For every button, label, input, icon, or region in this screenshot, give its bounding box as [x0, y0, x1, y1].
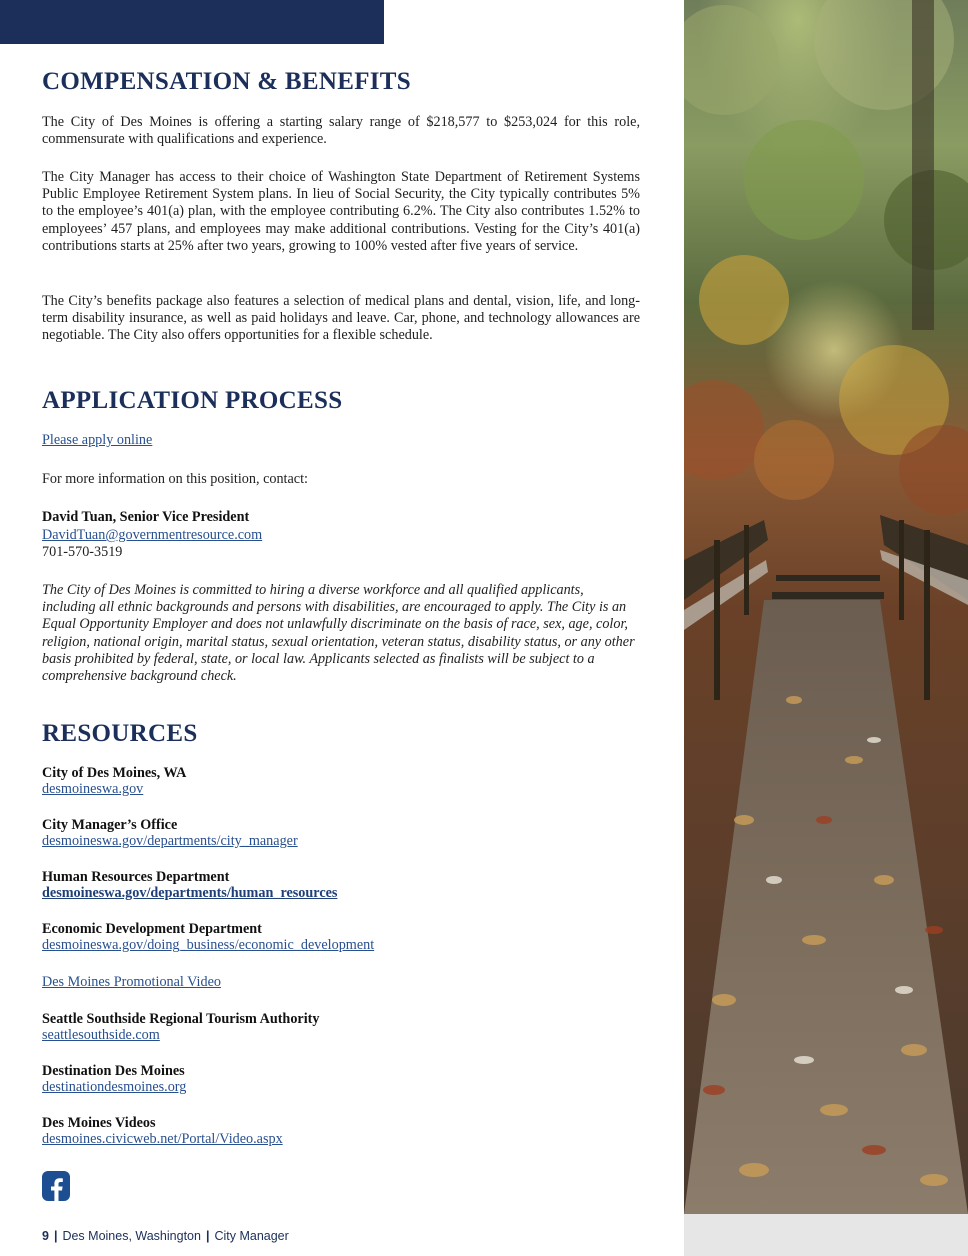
resource-title: Seattle Southside Regional Tourism Authority — [42, 1011, 320, 1027]
compensation-paragraph-benefits: The City’s benefits package also features a selection of medical plans and dental, vision, life, and long-term disability insurance, as well as paid holidays and leave. Car, phone, and technology allowances are negotiable. The City also offers opportunities for a flexible schedule. — [42, 293, 640, 344]
compensation-paragraph-retirement: The City Manager has access to their choice of Washington State Department of Retirement Systems Public Employee Retirement System plans. In lieu of Social Security, the City typically contributes 5% to the employee’s 401(a) plan, with the employee contributing 6.2%. The City also contributes 1.52% to employees’ 457 plans, and employees may make additional contributions. Vesting for the City’s 401(a) contributions starts at 25% after two years, growing to 100% vested after five years of service. — [42, 169, 640, 254]
resource-link[interactable]: seattlesouthside.com — [42, 1027, 160, 1043]
resource-title: Destination Des Moines — [42, 1063, 185, 1079]
resource-title: Human Resources Department — [42, 869, 230, 885]
footer-separator: | — [205, 1229, 210, 1243]
footer-location: Des Moines, Washington — [62, 1229, 201, 1243]
application-heading: APPLICATION PROCESS — [42, 387, 343, 414]
resource-link[interactable]: destinationdesmoines.org — [42, 1079, 187, 1095]
page-number: 9 — [42, 1229, 49, 1243]
resource-link[interactable]: desmoineswa.gov/departments/city_manager — [42, 833, 298, 849]
contact-phone: 701-570-3519 — [42, 544, 123, 560]
contact-name: David Tuan, Senior Vice President — [42, 509, 250, 525]
resource-link[interactable]: desmoineswa.gov — [42, 781, 144, 797]
resource-title: City Manager’s Office — [42, 817, 178, 833]
compensation-heading: COMPENSATION & BENEFITS — [42, 68, 411, 95]
resource-title: City of Des Moines, WA — [42, 765, 187, 781]
contact-intro: For more information on this position, contact: — [42, 471, 308, 487]
footer-title: City Manager — [214, 1229, 289, 1243]
photo-bottom-strip — [684, 1214, 968, 1256]
facebook-icon[interactable] — [42, 1171, 70, 1201]
forest-boardwalk-photo — [684, 0, 968, 1214]
promotional-video-link[interactable]: Des Moines Promotional Video — [42, 974, 221, 990]
resource-link[interactable]: desmoineswa.gov/doing_business/economic_development — [42, 937, 375, 953]
page-footer — [42, 1229, 289, 1243]
eeo-statement: The City of Des Moines is committed to hiring a diverse workforce and all qualified applicants, including all ethnic backgrounds and persons with disabilities, are encouraged to apply. The City is an Equal Opportunity Employer and does not unlawfully discriminate on the basis of race, sex, age, color, religion, national origin, marital status, sexual orientation, veteran status, disability status, or any other basis prohibited by federal, state, or local law. Applicants selected as finalists will be subject to a comprehensive background check. — [42, 582, 635, 685]
contact-email-link[interactable]: DavidTuan@governmentresource.com — [42, 527, 263, 543]
footer-separator: | — [53, 1229, 58, 1243]
resource-link[interactable]: desmoineswa.gov/departments/human_resources — [42, 885, 338, 901]
resource-link[interactable]: desmoines.civicweb.net/Portal/Video.aspx — [42, 1131, 283, 1147]
header-accent-bar — [0, 0, 384, 44]
apply-online-link[interactable]: Please apply online — [42, 432, 153, 448]
compensation-paragraph-salary: The City of Des Moines is offering a starting salary range of $218,577 to $253,024 for this role, commensurate with qualifications and experience. — [42, 114, 640, 148]
resource-title: Economic Development Department — [42, 921, 262, 937]
resource-title: Des Moines Videos — [42, 1115, 156, 1131]
resources-heading: RESOURCES — [42, 720, 198, 747]
